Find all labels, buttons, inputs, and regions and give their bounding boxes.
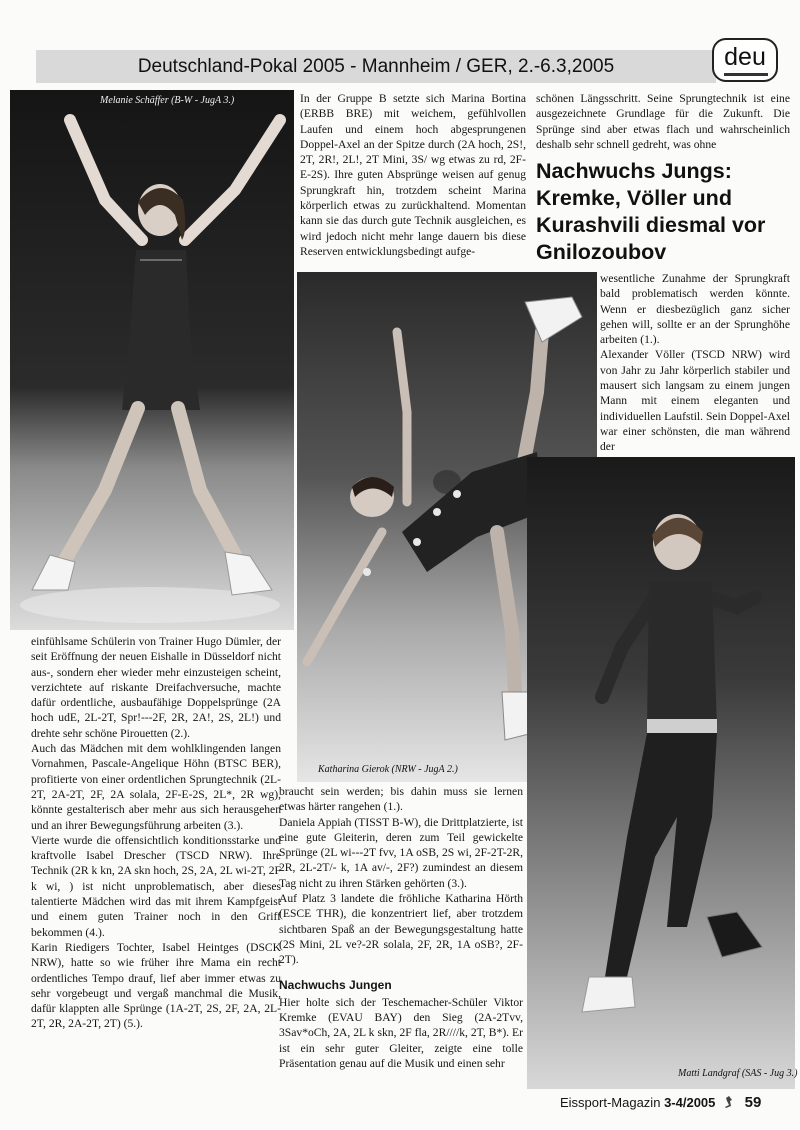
paragraph-left-4: Karin Riedigers Tochter, Isabel Heintges (DSCK NRW), hatte so wie früher ihre Mama ein recht ordentliches Tempo drauf, lief aber immer etwas zu sehr vorgebeugt und vergaß manchmal die Musik, dafür klappten alle Sprünge (1A-2T, 2S, 2F, 2A, 2L-2T, 2R, 2A-2T, 2T) (5.). xyxy=(31,940,281,1031)
text-column-middle-top xyxy=(300,91,526,259)
caption-melanie: Melanie Schäffer (B-W - JugA 3.) xyxy=(100,95,235,106)
text-column-left xyxy=(31,634,281,1032)
photo-melanie xyxy=(10,90,294,630)
paragraph-right-mid-2: Alexander Völler (TSCD NRW) wird von Jahr zu Jahr körperlich stabiler und mausert sich langsam zu einem jungen Mann mit einem eleganten und individuellen Laufstil. Sein Doppel-Axel war einer schönsten, die man während der xyxy=(600,348,790,454)
skater-logo-icon xyxy=(723,1095,735,1109)
country-logo xyxy=(712,38,778,82)
paragraph-right-top: schönen Längsschritt. Seine Sprungtechnik ist eine ausgezeichnete Grundlage für die Zukunft. Die Sprünge sind aber etwas flach und wahrscheinlich deshalb sehr schnell gedreht, was ohne xyxy=(536,92,790,151)
text-column-middle-bottom xyxy=(279,784,523,1071)
photo-melanie-image xyxy=(10,90,294,630)
page-header-title: Deutschland-Pokal 2005 - Mannheim / GER, 2.-6.3,2005 xyxy=(137,56,615,77)
country-logo-text: deu xyxy=(724,43,766,71)
photo-matti-image xyxy=(527,457,798,1089)
magazine-name: Eissport-Magazin xyxy=(560,1095,661,1110)
caption-matti: Matti Landgraf (SAS - Jug 3.) xyxy=(678,1068,798,1079)
paragraph-mid-bottom-5: Hier holte sich der Teschemacher-Schüler Viktor Kremke (EVAU BAY) den Sieg (2A-2Tvv, 3Sav*oCh, 2A, 2L k skn, 2F fla, 2R////k, 2T, B*). Er ist ein sehr guter Gleiter, zeigte eine tolle Präsentation genau auf die Musik und einen sehr xyxy=(279,995,523,1071)
caption-katharina: Katharina Gierok (NRW - JugA 2.) xyxy=(318,764,458,775)
page-footer xyxy=(560,1094,790,1111)
paragraph-right-mid-1: wesentliche Zunahme der Sprungkraft bald problematisch werden könnte. Wenn er diesbezüglich ganz sicher gehen will, sollte er an der Sprunghöhe arbeiten (1.). xyxy=(600,272,790,347)
logo-underline-icon xyxy=(724,73,768,76)
article-headline: Nachwuchs Jungs: Kremke, Völler und Kurashvili diesmal vor Gnilozoubov xyxy=(536,159,766,264)
paragraph-mid-bottom-1: braucht sein werden; bis dahin muss sie lernen etwas härter rangehen (1.). xyxy=(279,785,523,814)
paragraph-gruppe-b: In der Gruppe B setzte sich Marina Bortina (ERBB BRE) mit weichem, gefühlvollen Laufen und einem hoch abgesprungenen Doppel-Axel an der Spitze durch (2A hoch, 2S!, 2T, 2R!, 2L!, 2T Mini, 3S/ wg etwas zu rd, 2F-E-2S). Ihre guten Absprünge weisen auf genug Sprungkraft hin, trotzdem scheint Marina körperlich etwas zu zurückhaltend. Momentan kann sie das durch gute Technik ausgleichen, es wird jedoch nicht mehr lange dauern bis diese Reserven entwicklungsbedingt aufge- xyxy=(300,92,526,258)
paragraph-left-2: Auch das Mädchen mit dem wohlklingenden langen Vornahmen, Pascale-Angelique Höhn (BTSC BER), profitierte von einer ordentlichen Sprungtechnik (2L-2T, 2A-2T, 2F, 2A solala, 2F-E-2S, 2L*, 2R wg), könnte gestalterisch aber mehr aus sich herausgehen und an ihrer Bewegungsführung arbeiten (3.). xyxy=(31,742,281,832)
photo-matti xyxy=(527,457,798,1089)
paragraph-mid-bottom-3: Auf Platz 3 landete die fröhliche Katharina Hörth (ESCE THR), die konzentriert lief, aber trotzdem sichtbaren Spaß an der Bewegungsgestaltung hatte (2S Mini, 2L ve?-2R solala, 2F, 2R, 1A oSB?, 2F-2T). xyxy=(279,892,523,967)
section-heading-nachwuchs-jungen: Nachwuchs Jungen xyxy=(279,977,392,992)
text-column-right-mid xyxy=(600,271,790,455)
paragraph-left-3: Vierte wurde die offensichtlich konditionsstarke und kraftvolle Isabel Drescher (TSCD NRW). Ihre Technik (2R k kn, 2A skn hoch, 2S, 2A, 2L wi-2T, 2F k wi, ) ist nicht unproblematisch, aber dieses talentierte Mädchen wird das mit ihrem Kampfgeist und einem guten Trainer noch in den Griff bekommen (4.). xyxy=(31,833,281,939)
paragraph-mid-bottom-2: Daniela Appiah (TISST B-W), die Drittplatzierte, ist eine gute Gleiterin, deren zum Teil gewickelte Sprünge (2L wi---2T fvv, 1A oSB, 2S wi, 2F-2T-2R, 2R, 2L-2T/- k, 1A av/-, 2F?) zumindest an diesem Tag nicht zu ihren Stärken gehörten (3.). xyxy=(279,815,523,890)
magazine-issue: 3-4/2005 xyxy=(664,1095,716,1110)
page-number: 59 xyxy=(744,1094,762,1111)
paragraph-left-1: einfühlsame Schülerin von Trainer Hugo Dümler, der seit Eröffnung der neuen Eishalle in Düsseldorf nicht aus-, sondern eher wieder mehr einzusteigen scheint, verzichtete auf riskante Dreifachversuche, machte dafür ordentliche, ausbaufähige Doppelsprünge (2A hoch udE, 2L-2T, Spr!---2F, 2R, 2A!, 2S, 2L!) und drehte sehr schöne Pirouetten (2.). xyxy=(31,635,281,740)
header-bar xyxy=(36,50,716,83)
text-column-right-top xyxy=(536,91,790,152)
